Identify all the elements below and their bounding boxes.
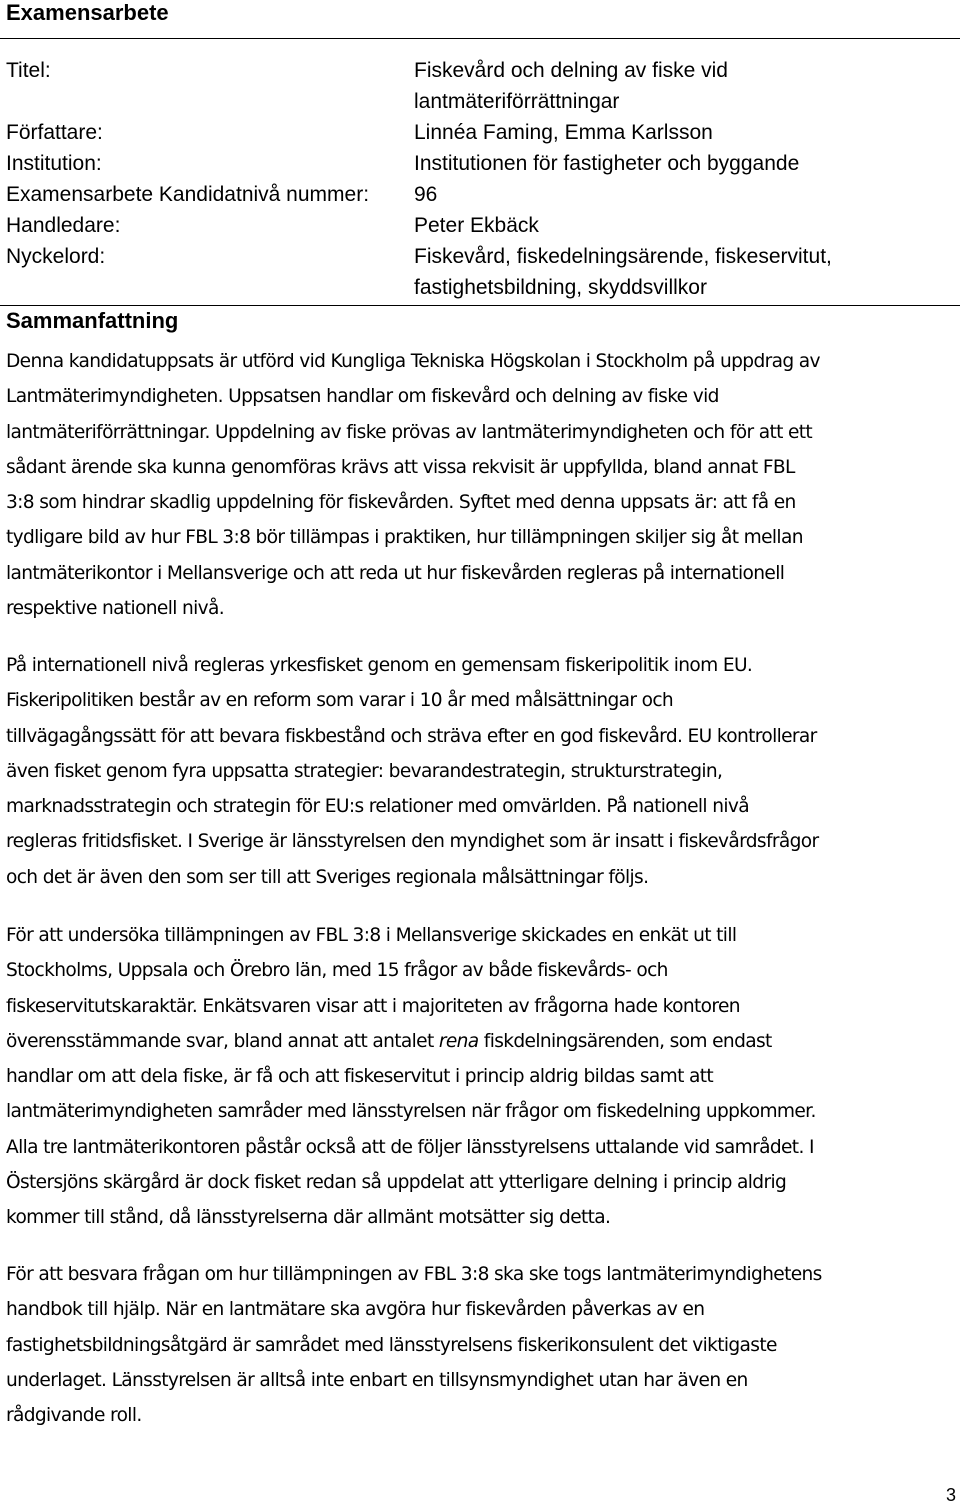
bottom-divider [0,305,960,306]
authors-value: Linnéa Faming, Emma Karlsson [414,121,713,144]
paragraph-3-text-start: För att undersöka tillämpningen av FBL 3:8 i Mellansverige skickades en enkät ut till Stockholms, Uppsala och Örebro län, med 15 frågor av både fiskevårds- och fiskeservitutskaraktär. Enkätsvaren visar att i majoriteten av frågorna hade kontoren överensstämmande svar, bland annat att antalet [6,925,740,1052]
summary-paragraph-2: På internationell nivå regleras yrkesfisket genom en gemensam fiskeripolitik inom EU. Fiskeripolitiken består av en reform som varar i 10 år med målsättningar och tillvägagångssätt för att bevara fiskbestånd och sträva efter en god fiskevård. EU kontrollerar även fisket genom fyra uppsatta strategier: bevarandestrategin, strukturstrategin, marknadsstrategin och strategin för EU:s relationer med omvärlden. På nationell nivå regleras fritidsfisket. I Sverige är länsstyrelsen den myndighet som är insatt i fiskevårdsfrågor och det är även den som ser till att Sveriges regionala målsättningar följs. [6,655,819,888]
keywords-value: Fiskevård, fiskedelningsärende, fiskeservitut, fastighetsbildning, skyddsvillkor [414,245,832,299]
paragraph-3-text-end: fiskdelningsärenden, som endast handlar om att dela fiske, är få och att fiskeservitut i princip aldrig bildas samt att lantmäterimyndigheten samråder med länsstyrelsen när frågor om fiskedelning uppkommer. Alla tre lantmäterikontoren påstår också att de följer länsstyrelsens uttalande vid samrådet. I Östersjöns skärgård är dock fisket redan så uppdelat att ytterligare delning i princip aldrig kommer till stånd, då länsstyrelserna där allmänt motsätter sig detta. [6,1030,816,1229]
summary-paragraph-1: Denna kandidatuppsats är utförd vid Kungliga Tekniska Högskolan i Stockholm på uppdrag av Lantmäterimyndigheten. Uppsatsen handlar om fiskevård och delning av fiske vid lantmäteriförrättningar. Uppdelning av fiske prövas av lantmäterimyndigheten och för att ett sådant ärende ska kunna genomföras krävs att vissa rekvisit är uppfyllda, bland annat FBL 3:8 som hindrar skadlig uppdelning för fiskevården. Syftet med denna uppsats är: att få en tydligare bild av hur FBL 3:8 bör tillämpas i praktiken, hur tillämpningen skiljer sig åt mellan lantmäterikontor i Mellansverige och att reda ut hur fiskevården regleras på internationell respektive nationell nivå. [6,351,820,620]
page-number: 3 [945,1485,956,1505]
supervisor-value: Peter Ekbäck [414,214,539,237]
title-value: Fiskevård och delning av fiske vid lantmäteriförrättningar [414,59,728,113]
paragraph-3-emphasis: rena [438,1030,479,1052]
institution-value: Institutionen för fastigheter och byggande [414,152,800,175]
institution-label: Institution: [6,152,102,175]
thesis-number-value: 96 [414,183,438,206]
document-heading: Examensarbete [6,0,169,25]
thesis-number-label: Examensarbete Kandidatnivå nummer: [6,183,370,206]
title-label: Titel: [6,59,51,82]
authors-label: Författare: [6,121,103,144]
top-divider [0,38,960,39]
supervisor-label: Handledare: [6,214,121,237]
summary-paragraph-3 [6,918,958,1236]
summary-paragraph-4: För att besvara frågan om hur tillämpningen av FBL 3:8 ska ske togs lantmäterimyndighetens handbok till hjälp. När en lantmätare ska avgöra hur fiskevården påverkas av en fastighetsbildningsåtgärd är samrådet med länsstyrelsens fiskerikonsulent det viktigaste underlaget. Länsstyrelsen är alltså inte enbart en tillsynsmyndighet utan har även en rådgivande roll. [6,1264,822,1427]
summary-heading: Sammanfattning [6,308,179,333]
keywords-label: Nyckelord: [6,245,106,268]
